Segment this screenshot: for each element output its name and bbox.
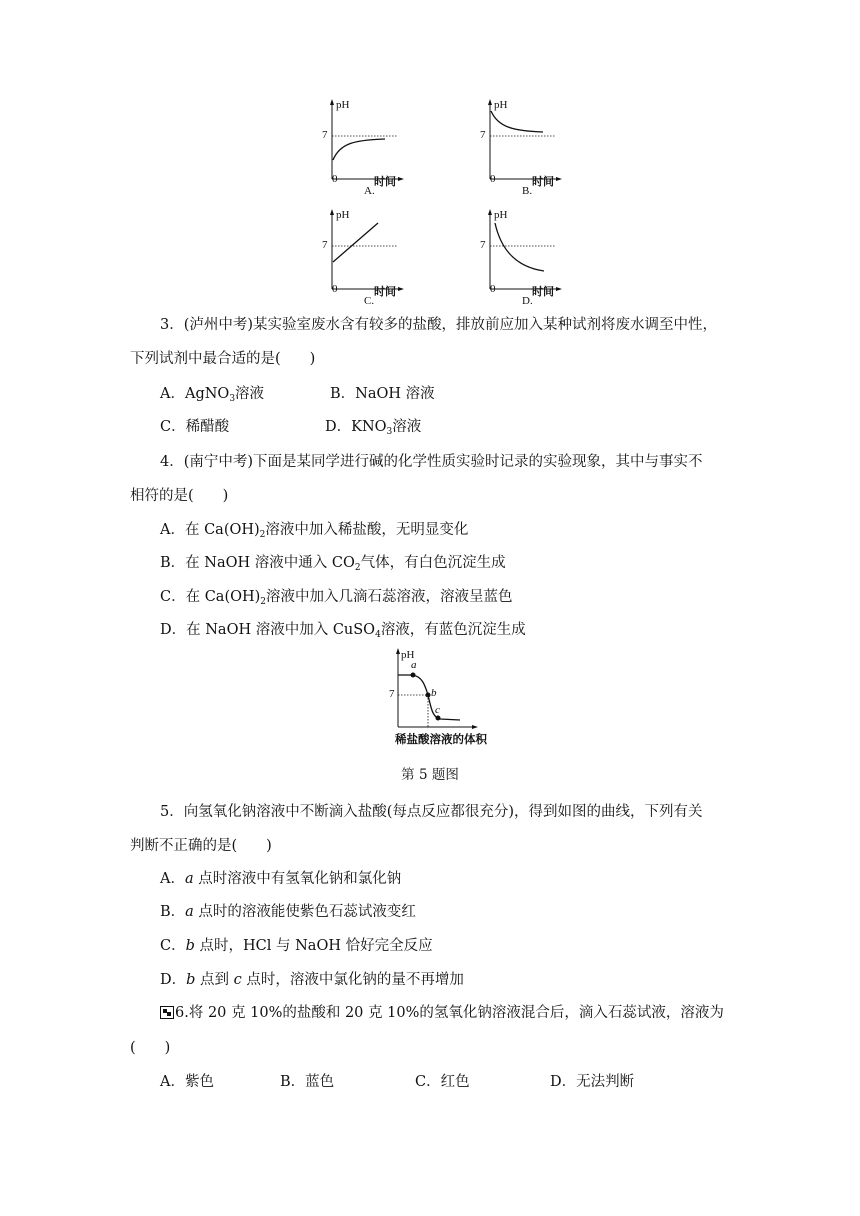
graph-c-xlabel: 时间 (374, 286, 396, 298)
graph-b-ylabel: pH (494, 99, 508, 111)
q4-b-2: 气体，有白色沉淀生成 (360, 555, 506, 571)
q5-a-1: A． (160, 871, 185, 887)
q3-d-text: D．KNO (325, 419, 387, 435)
q3-stem-line2: 下列试剂中最合适的是( ) (130, 351, 316, 367)
q5-stem-line2: 判断不正确的是( ) (130, 838, 272, 854)
q6-stem-line1 (160, 1001, 724, 1022)
graph-d-xlabel: 时间 (532, 286, 554, 298)
q4-option-d (160, 618, 526, 639)
qr-code-icon (160, 1006, 174, 1019)
q5-c-1: C． (160, 938, 186, 954)
q4-d-1: D．在 NaOH 溶液中加入 CuSO (160, 622, 376, 638)
graph-a-seven: 7 (322, 129, 328, 141)
q5-option-a (160, 867, 401, 888)
q4-option-c (160, 585, 513, 606)
ph-graph-options (310, 95, 580, 310)
graph-c-label: C. (364, 295, 375, 307)
q3-stem-line1: 3．(泸州中考)某实验室废水含有较多的盐酸，排放前应加入某种试剂将废水调至中性， (160, 317, 718, 333)
fig5-point-c: c (435, 704, 440, 716)
q5-a-2: 点时溶液中有氢氧化钠和氯化钠 (193, 871, 402, 887)
q3-d-suffix: 溶液 (392, 419, 422, 435)
q5-b-var: a (185, 904, 194, 920)
q3-a-text: A．AgNO (160, 386, 230, 402)
graph-c-ylabel: pH (336, 209, 350, 221)
graph-a (310, 95, 420, 195)
q5-c-2: 点时，HCl 与 NaOH 恰好完全反应 (194, 938, 433, 954)
graph-b-label: B. (522, 185, 533, 197)
q6-stem-text: 6.将 20 克 10%的盐酸和 20 克 10%的氢氧化钠溶液混合后，滴入石蕊试液，溶液为 (175, 1005, 724, 1021)
graph-d-plot (468, 205, 578, 305)
q3-option-b: B．NaOH 溶液 (330, 386, 435, 402)
graph-c (310, 205, 420, 305)
graph-d-label: D. (522, 295, 533, 307)
graph-b-origin: 0 (490, 173, 496, 185)
graph-b-plot (468, 95, 578, 195)
q3-a-sub: 3 (229, 394, 236, 404)
q6-option-b: B．蓝色 (280, 1074, 335, 1090)
q5-d-3: 点时，溶液中氯化钠的量不再增加 (241, 972, 464, 988)
q5-stem-line1: 5．向氢氧化钠溶液中不断滴入盐酸(每点反应都很充分)，得到如图的曲线，下列有关 (160, 804, 703, 820)
q5-d-var1: b (186, 972, 196, 988)
graph-d (468, 205, 578, 305)
graph-d-origin: 0 (490, 283, 496, 295)
graph-b-xlabel: 时间 (532, 176, 554, 188)
q4-b-1: B．在 NaOH 溶液中通入 CO (160, 555, 355, 571)
q5-d-2: 点到 (195, 972, 234, 988)
q4-c-sub: 2 (260, 597, 267, 607)
graph-a-xlabel: 时间 (374, 176, 396, 188)
point-b-marker (426, 693, 431, 698)
graph-d-ylabel: pH (494, 209, 508, 221)
graph-a-origin: 0 (332, 173, 338, 185)
fig5-point-a: a (411, 659, 417, 671)
q5-option-c (160, 934, 433, 955)
q3-option-c: C．稀醋酸 (160, 419, 230, 435)
q6-stem-line2: ( ) (130, 1040, 171, 1056)
q5-option-d (160, 968, 464, 989)
q4-a-1: A．在 Ca(OH) (160, 522, 260, 538)
q4-option-b (160, 551, 506, 572)
q3-a-suffix: 溶液 (235, 386, 265, 402)
q3-option-d (325, 415, 421, 436)
graph-d-seven: 7 (480, 239, 486, 251)
q5-b-1: B． (160, 904, 186, 920)
graph-a-plot (310, 95, 420, 195)
q4-b-sub: 2 (354, 563, 361, 573)
graph-b-seven: 7 (480, 129, 486, 141)
graph-a-ylabel: pH (336, 99, 350, 111)
q3-option-a (160, 382, 264, 403)
fig5-caption: 第 5 题图 (401, 767, 459, 783)
q6-option-d: D．无法判断 (550, 1074, 635, 1090)
fig5-xlabel: 稀盐酸溶液的体积 (395, 734, 487, 746)
q4-c-2: 溶液中加入几滴石蕊溶液，溶液呈蓝色 (266, 589, 513, 605)
q5-c-var: b (185, 938, 195, 954)
q4-c-1: C．在 Ca(OH) (160, 589, 261, 605)
graph-c-seven: 7 (322, 239, 328, 251)
q4-stem-line1: 4．(南宁中考)下面是某同学进行碱的化学性质实验时记录的实验现象，其中与事实不 (160, 454, 703, 470)
q4-d-2: 溶液，有蓝色沉淀生成 (380, 622, 526, 638)
graph-c-origin: 0 (332, 283, 338, 295)
graph-b (468, 95, 578, 195)
q5-a-var: a (184, 871, 194, 887)
q3-d-sub: 3 (386, 427, 393, 437)
q6-option-c: C．红色 (415, 1074, 470, 1090)
q4-a-2: 溶液中加入稀盐酸，无明显变化 (265, 522, 469, 538)
q5-b-2: 点时的溶液能使紫色石蕊试液变红 (193, 904, 416, 920)
q4-d-sub: 4 (375, 630, 381, 640)
fig5-seven: 7 (389, 688, 395, 700)
q6-option-a: A．紫色 (160, 1074, 214, 1090)
q4-stem-line2: 相符的是( ) (130, 488, 229, 504)
fig5-ylabel: pH (401, 649, 415, 661)
q4-option-a (160, 518, 468, 539)
q5-option-b (160, 900, 416, 921)
graph-a-label: A. (364, 185, 375, 197)
graph-c-plot (310, 205, 420, 305)
q4-a-sub: 2 (259, 530, 266, 540)
point-a-marker (411, 673, 416, 678)
q5-d-var2: c (233, 972, 242, 988)
q5-figure (380, 645, 490, 754)
q5-d-1: D． (160, 972, 187, 988)
point-c-marker (436, 716, 441, 721)
fig5-point-b: b (431, 687, 437, 699)
